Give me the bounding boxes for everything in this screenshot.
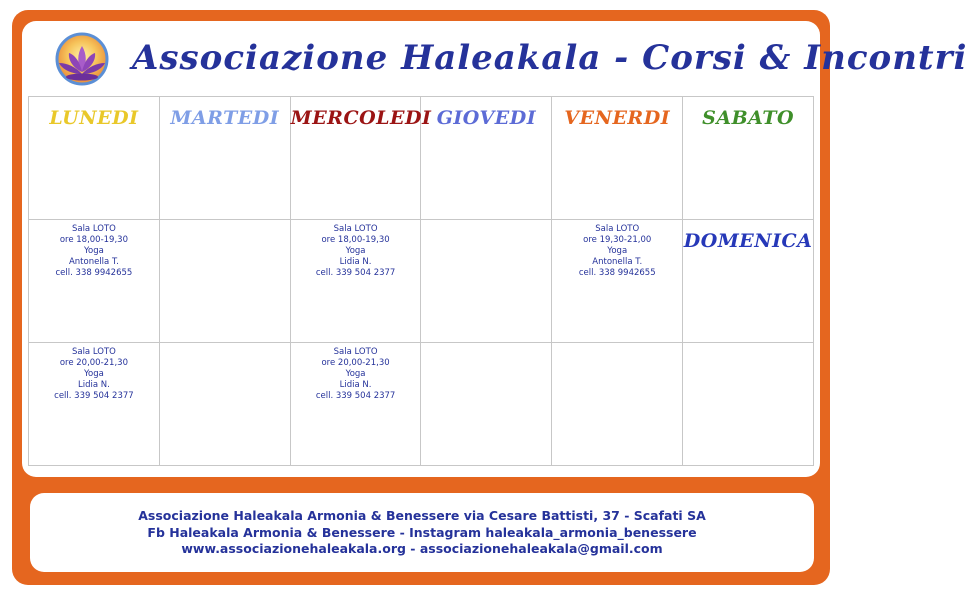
slot-time: ore 18,00-19,30 (321, 235, 390, 245)
slot-cell (421, 220, 552, 343)
slot-phone: cell. 339 504 2377 (315, 391, 396, 401)
slot-course: Yoga (83, 246, 104, 256)
slot-teacher: Antonella T. (68, 257, 119, 267)
day-cell-monday (29, 97, 160, 220)
class-slot-wednesday-2 (291, 347, 421, 402)
footer-contact (30, 508, 814, 558)
slot-cell (290, 220, 421, 343)
slot-room: Sala LOTO (595, 224, 640, 234)
slot-course: Yoga (345, 246, 366, 256)
day-label-wednesday: MERCOLEDI (290, 107, 432, 129)
footer-web-email[interactable]: www.associazionehaleakala.org - associazionehaleakala@gmail.com (181, 541, 663, 556)
class-slot-monday-2 (29, 347, 159, 402)
weekly-schedule-table (28, 96, 814, 466)
day-label-friday: VENERDI (564, 107, 671, 129)
lotus-logo-icon (51, 30, 113, 92)
slot-room: Sala LOTO (71, 224, 116, 234)
slot-phone: cell. 338 9942655 (578, 268, 656, 278)
slot-time: ore 20,00-21,30 (321, 358, 390, 368)
slot-cell (552, 343, 683, 466)
class-slot-monday-1 (29, 224, 159, 279)
slot-teacher: Antonella T. (592, 257, 643, 267)
slot-course: Yoga (83, 369, 104, 379)
table-row (29, 220, 814, 343)
footer-social: Fb Haleakala Armonia & Benessere - Instagram haleakala_armonia_benessere (147, 524, 697, 540)
slot-time: ore 18,00-19,30 (59, 235, 128, 245)
slot-course: Yoga (607, 246, 628, 256)
slot-teacher: Lidia N. (78, 380, 110, 390)
day-label-monday: LUNEDI (49, 107, 139, 129)
slot-cell (552, 220, 683, 343)
slot-room: Sala LOTO (71, 347, 116, 357)
day-cell-friday (552, 97, 683, 220)
footer-address: Associazione Haleakala Armonia & Benessere via Cesare Battisti, 37 - Scafati SA (138, 508, 706, 523)
day-label-thursday: GIOVEDI (436, 107, 537, 129)
slot-cell (159, 220, 290, 343)
slot-phone: cell. 339 504 2377 (315, 268, 396, 278)
day-cell-thursday (421, 97, 552, 220)
slot-phone: cell. 338 9942655 (55, 268, 133, 278)
day-label-saturday: SABATO (702, 107, 795, 129)
slot-phone: cell. 339 504 2377 (54, 391, 134, 401)
slot-room: Sala LOTO (333, 224, 378, 234)
slot-teacher: Lidia N. (339, 257, 372, 267)
day-cell-saturday (683, 97, 814, 220)
day-label-sunday: DOMENICA (683, 230, 813, 252)
day-cell-sunday (683, 220, 814, 343)
class-slot-wednesday-1 (291, 224, 421, 279)
day-label-tuesday: MARTEDI (170, 107, 280, 129)
slot-time: ore 20,00-21,30 (59, 358, 128, 368)
slot-course: Yoga (345, 369, 366, 379)
table-row (29, 97, 814, 220)
slot-cell (29, 220, 160, 343)
slot-cell (421, 343, 552, 466)
slot-cell (683, 343, 814, 466)
slot-time: ore 19,30-21,00 (583, 235, 652, 245)
day-cell-wednesday (290, 97, 432, 220)
slot-teacher: Lidia N. (339, 380, 372, 390)
class-slot-friday-1 (552, 224, 682, 279)
slot-cell (159, 343, 290, 466)
slot-cell (29, 343, 160, 466)
page-title: Associazione Haleakala - Corsi & Incontri (132, 38, 967, 78)
table-row (29, 343, 814, 466)
slot-cell (290, 343, 421, 466)
slot-room: Sala LOTO (333, 347, 378, 357)
day-cell-tuesday (159, 97, 290, 220)
